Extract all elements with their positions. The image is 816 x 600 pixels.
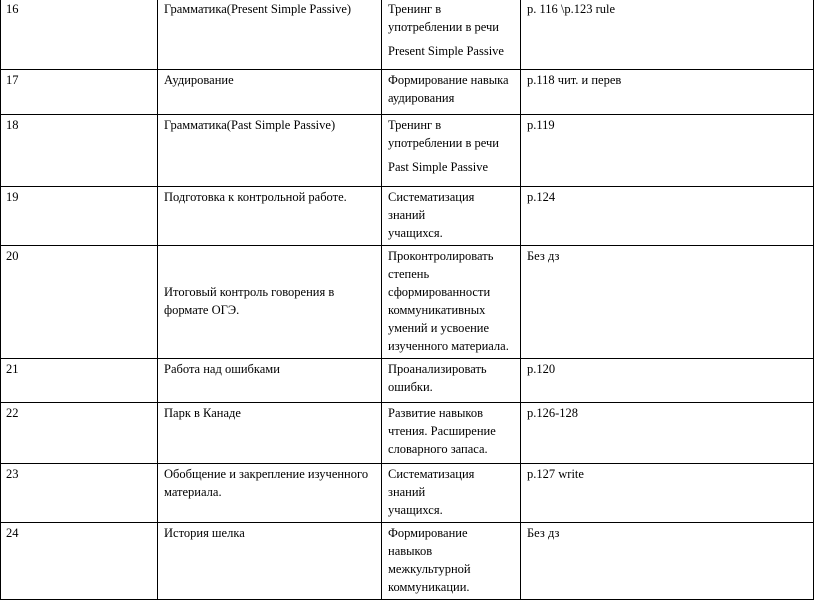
goal-line: Систематизация знаний bbox=[388, 467, 475, 499]
goal-line: Present Simple Passive bbox=[388, 44, 504, 58]
lesson-number-cell: 23 bbox=[1, 464, 158, 523]
goal-line: Тренинг в bbox=[388, 2, 442, 16]
goal-line: чтения. Расширение bbox=[388, 424, 496, 438]
lesson-goal-cell bbox=[382, 464, 521, 523]
lesson-topic-cell: Грамматика(Present Simple Passive) bbox=[158, 0, 382, 70]
goal-line: межкультурной bbox=[388, 562, 471, 576]
goal-line: аудирования bbox=[388, 91, 455, 105]
table-row bbox=[1, 187, 814, 246]
goal-line: степень bbox=[388, 267, 430, 281]
goal-line: Тренинг в bbox=[388, 118, 442, 132]
lesson-topic-cell bbox=[158, 464, 382, 523]
table-row bbox=[1, 523, 814, 600]
lesson-number-cell: 16 bbox=[1, 0, 158, 70]
lesson-goal-cell bbox=[382, 70, 521, 115]
homework-cell: p.120 bbox=[521, 359, 814, 403]
lesson-number-cell: 24 bbox=[1, 523, 158, 600]
goal-line: коммуникации. bbox=[388, 580, 470, 594]
lesson-goal-cell bbox=[382, 246, 521, 359]
homework-cell: p.127 write bbox=[521, 464, 814, 523]
lesson-number-cell: 20 bbox=[1, 246, 158, 359]
topic-line: Итоговый контроль говорения в bbox=[164, 285, 335, 299]
goal-line: коммуникативных bbox=[388, 303, 486, 317]
goal-line: учащихся. bbox=[388, 503, 443, 517]
lesson-goal-cell bbox=[382, 359, 521, 403]
lesson-topic-cell: Подготовка к контрольной работе. bbox=[158, 187, 382, 246]
goal-line: Систематизация знаний bbox=[388, 190, 475, 222]
lesson-number-cell: 22 bbox=[1, 403, 158, 464]
goal-line: употреблении в речи bbox=[388, 136, 499, 150]
homework-cell: Без дз bbox=[521, 246, 814, 359]
goal-line: учащихся. bbox=[388, 226, 443, 240]
lesson-number-cell: 21 bbox=[1, 359, 158, 403]
goal-line: умений и усвоение bbox=[388, 321, 490, 335]
lesson-number-cell: 19 bbox=[1, 187, 158, 246]
topic-line: материала. bbox=[164, 485, 222, 499]
topic-line: Обобщение и закрепление изученного bbox=[164, 467, 369, 481]
goal-line: изученного материала. bbox=[388, 339, 509, 353]
lesson-topic-cell: Аудирование bbox=[158, 70, 382, 115]
lesson-topic-cell: Работа над ошибками bbox=[158, 359, 382, 403]
lesson-topic-cell: Парк в Канаде bbox=[158, 403, 382, 464]
goal-line: сформированности bbox=[388, 285, 491, 299]
lesson-topic-cell bbox=[158, 246, 382, 359]
goal-line: употреблении в речи bbox=[388, 20, 499, 34]
table-row bbox=[1, 403, 814, 464]
homework-cell: Без дз bbox=[521, 523, 814, 600]
table-row bbox=[1, 359, 814, 403]
lesson-number-cell: 18 bbox=[1, 115, 158, 187]
goal-line: Формирование навыков bbox=[388, 526, 468, 558]
topic-line: формате ОГЭ. bbox=[164, 303, 240, 317]
goal-line: Проанализировать bbox=[388, 362, 487, 376]
goal-line: Проконтролировать bbox=[388, 249, 494, 263]
table-row bbox=[1, 115, 814, 187]
table-row bbox=[1, 246, 814, 359]
homework-cell: p.119 bbox=[521, 115, 814, 187]
homework-cell: p.118 чит. и перев bbox=[521, 70, 814, 115]
table-row bbox=[1, 70, 814, 115]
lesson-goal-cell bbox=[382, 115, 521, 187]
goal-line: ошибки. bbox=[388, 380, 433, 394]
lesson-goal-cell bbox=[382, 187, 521, 246]
homework-cell: p.126-128 bbox=[521, 403, 814, 464]
table-row bbox=[1, 0, 814, 70]
homework-cell: p.124 bbox=[521, 187, 814, 246]
lesson-goal-cell bbox=[382, 523, 521, 600]
lesson-topic-cell: Грамматика(Past Simple Passive) bbox=[158, 115, 382, 187]
goal-line: Формирование навыка bbox=[388, 73, 509, 87]
table-row bbox=[1, 464, 814, 523]
lesson-goal-cell bbox=[382, 0, 521, 70]
lesson-topic-cell: История шелка bbox=[158, 523, 382, 600]
goal-line: Развитие навыков bbox=[388, 406, 483, 420]
goal-line: Past Simple Passive bbox=[388, 160, 489, 174]
homework-cell: p. 116 \p.123 rule bbox=[521, 0, 814, 70]
lesson-number-cell: 17 bbox=[1, 70, 158, 115]
lesson-goal-cell bbox=[382, 403, 521, 464]
goal-line: словарного запаса. bbox=[388, 442, 488, 456]
